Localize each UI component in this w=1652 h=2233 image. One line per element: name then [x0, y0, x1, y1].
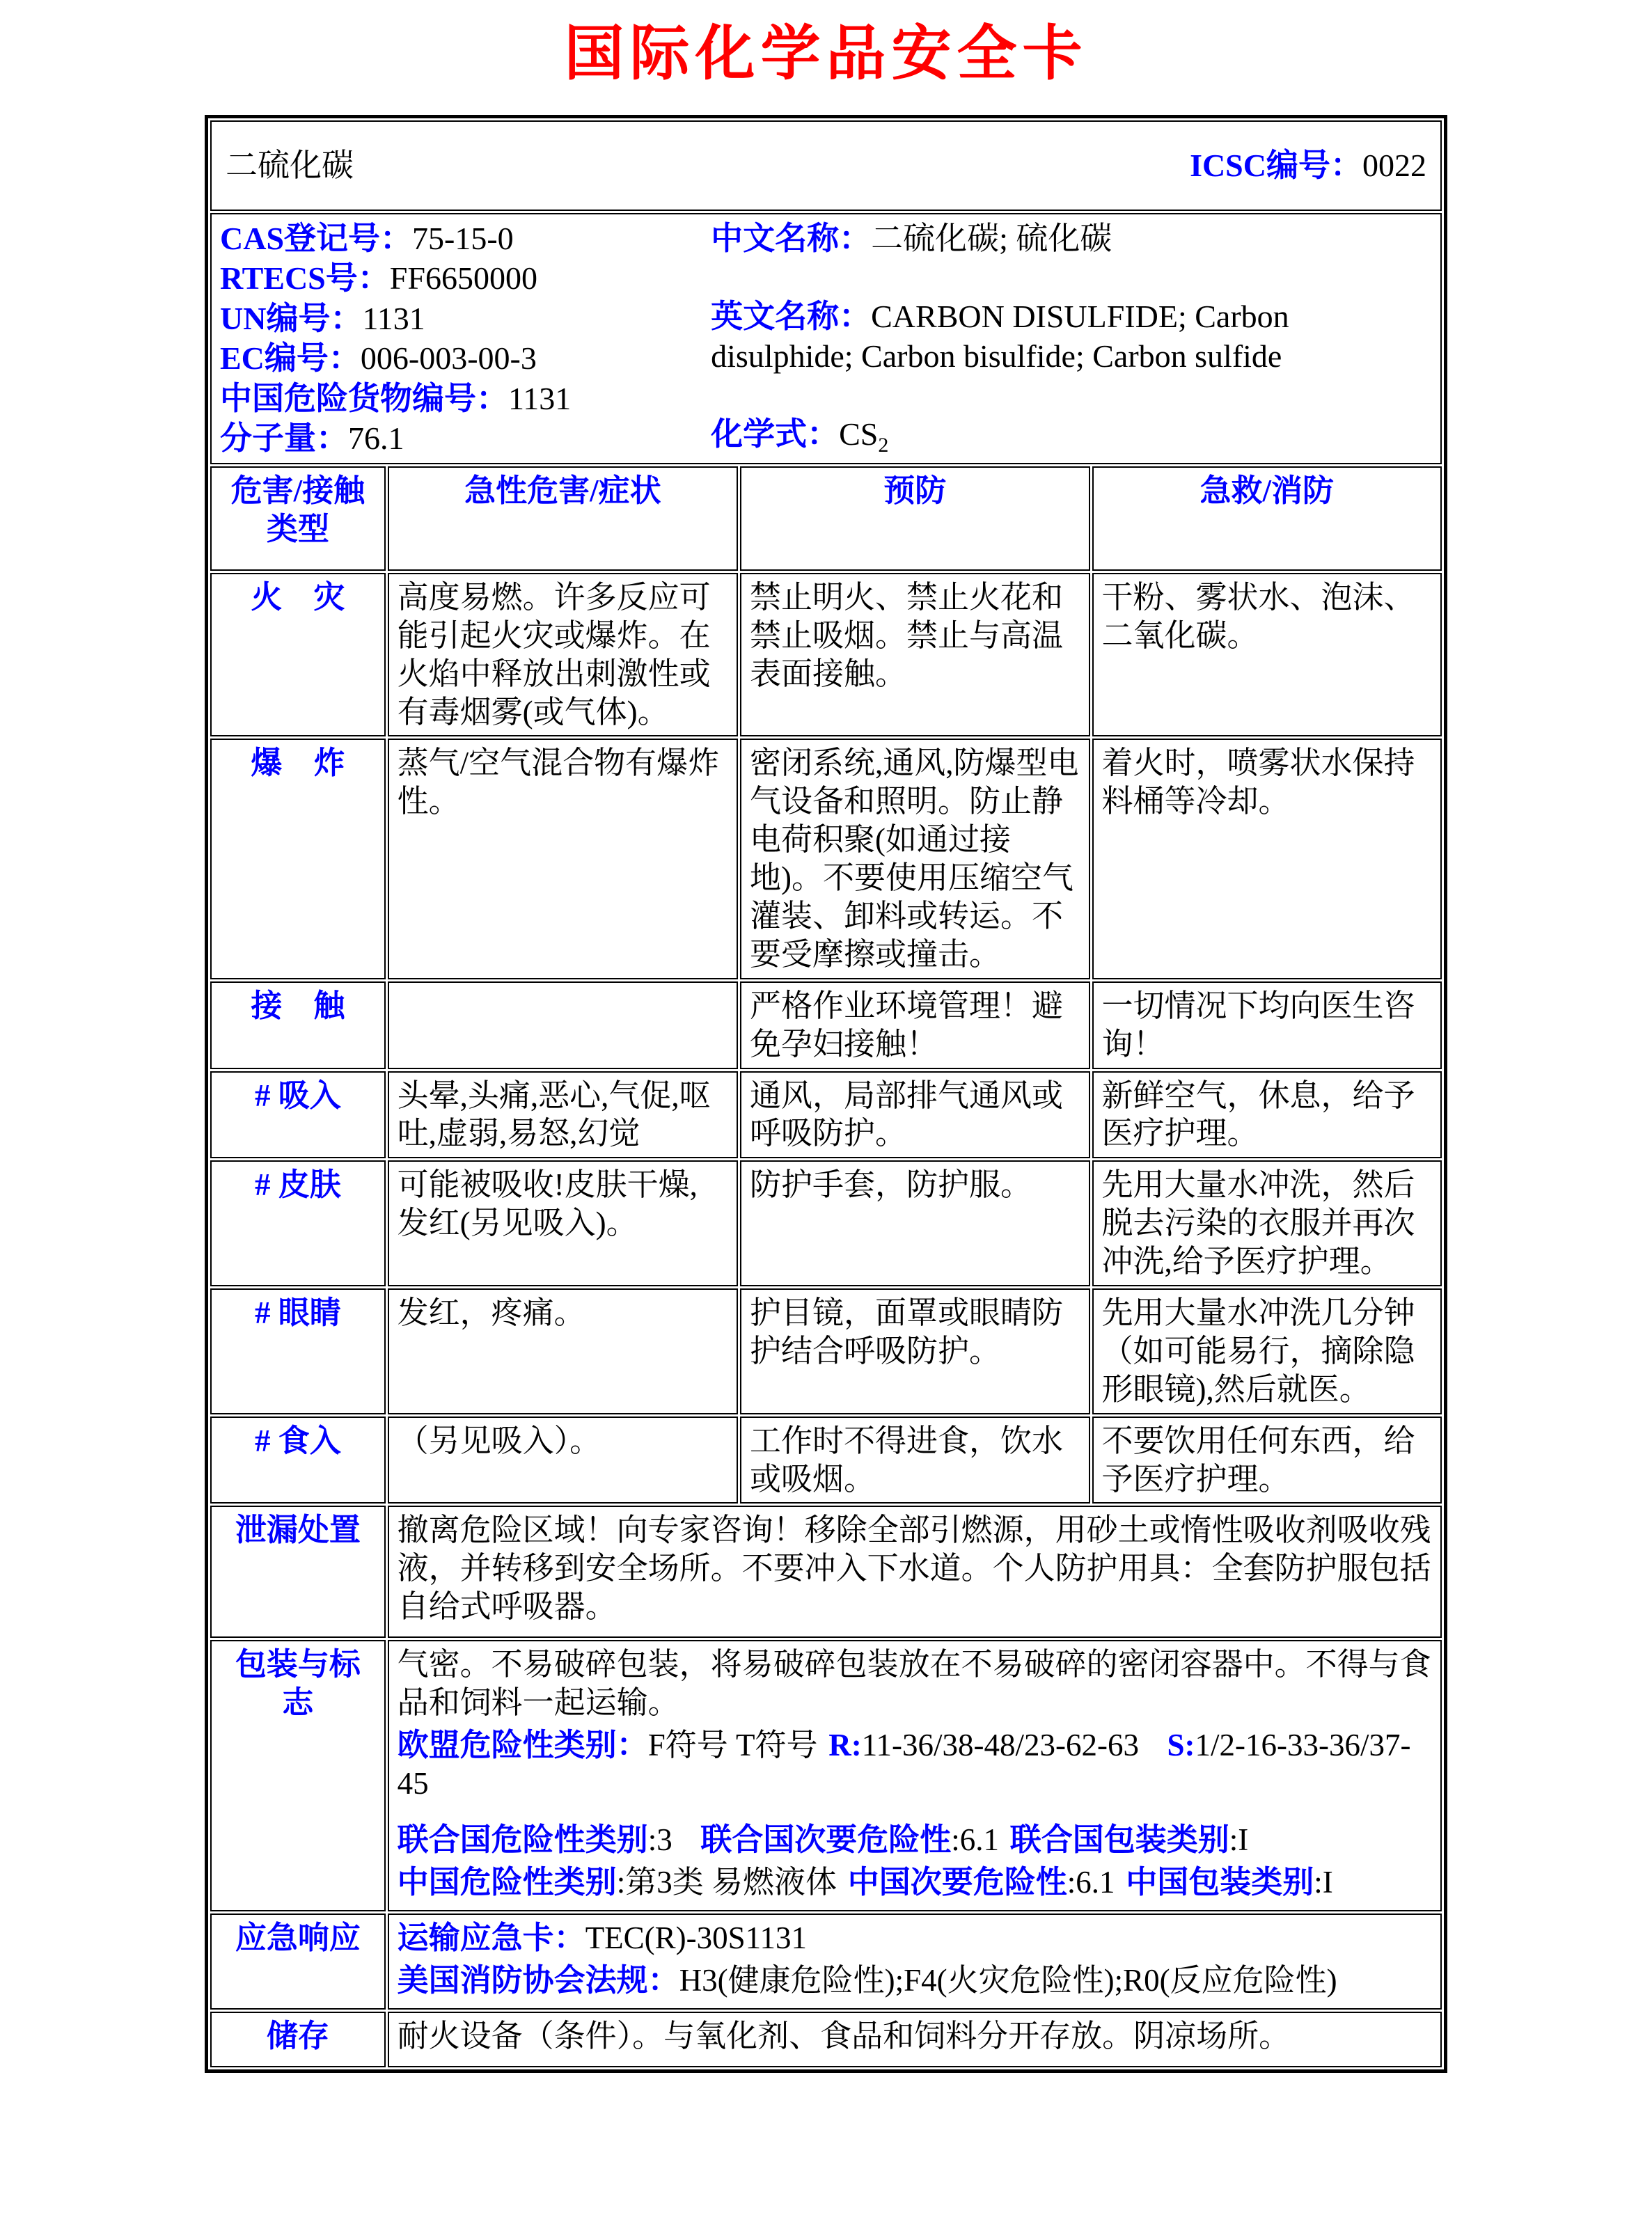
- molecular-weight-line: 分子量：76.1: [220, 420, 404, 457]
- ingestion-label: # 食入: [210, 1417, 386, 1504]
- explosion-label: 爆 炸: [210, 739, 386, 979]
- fire-prevention: 禁止明火、禁止火花和禁止吸烟。禁止与高温表面接触。: [740, 573, 1089, 737]
- inhalation-prevention: 通风，局部排气通风或呼吸防护。: [740, 1071, 1089, 1159]
- un-number-line: UN编号：1131: [220, 300, 425, 336]
- contact-label: 接 触: [210, 981, 386, 1069]
- inhalation-first-aid: 新鲜空气，休息，给予医疗护理。: [1092, 1071, 1442, 1159]
- packaging-un-line: 联合国危险性类别:3 联合国次要危险性:6.1 联合国包装类别:I: [397, 1822, 1249, 1858]
- formula-subscript: 2: [878, 434, 889, 457]
- chemical-name: 二硫化碳: [226, 147, 354, 183]
- emergency-response-label: 应急响应: [210, 1914, 386, 2010]
- card-title-row: [210, 120, 1442, 211]
- packaging-row: [210, 1640, 1442, 1911]
- fire-first-aid: 干粉、雾状水、泡沫、二氧化碳。: [1092, 573, 1442, 737]
- eyes-row: [210, 1288, 1442, 1414]
- china-subsidiary-risk-label: 中国次要危险性: [847, 1864, 1067, 1900]
- contact-row: [210, 981, 1442, 1069]
- inhalation-row: [210, 1071, 1442, 1159]
- eyes-first-aid: 先用大量水冲洗几分钟（如可能易行，摘除隐形眼镜),然后就医。: [1092, 1288, 1442, 1414]
- skin-symptoms: 可能被吸收!皮肤干燥,发红(另见吸入)。: [388, 1160, 738, 1286]
- header-first-aid: 急救/消防: [1092, 466, 1442, 571]
- ec-number-line: EC编号：006-003-00-3: [220, 340, 537, 377]
- icsc-card-table: [205, 115, 1447, 2073]
- header-prevention: 预防: [740, 466, 1089, 571]
- skin-row: [210, 1160, 1442, 1286]
- contact-first-aid: 一切情况下均向医生咨询！: [1092, 981, 1442, 1069]
- emergency-response-row: [210, 1914, 1442, 2010]
- contact-symptoms: [388, 981, 738, 1069]
- hazard-table-header-row: [210, 466, 1442, 571]
- explosion-first-aid: 着火时，喷雾状水保持料桶等冷却。: [1092, 739, 1442, 979]
- contact-prevention: 严格作业环境管理！避免孕妇接触！: [740, 981, 1089, 1069]
- transport-emergency-card-label: 运输应急卡：: [397, 1920, 585, 1955]
- spillage-row: [210, 1506, 1442, 1638]
- eu-hazard-class-label: 欧盟危险性类别：: [397, 1728, 648, 1763]
- icsc-number-value: 0022: [1362, 147, 1426, 183]
- explosion-symptoms: 蒸气/空气混合物有爆炸性。: [388, 739, 738, 979]
- ingestion-row: [210, 1417, 1442, 1504]
- page-title: 国际化学品安全卡: [564, 20, 1088, 87]
- fire-label: 火 灾: [210, 573, 386, 737]
- storage-text: 耐火设备（条件）。与氧化剂、食品和饲料分开存放。阴凉场所。: [388, 2012, 1442, 2067]
- packaging-label: 包装与标志: [210, 1640, 386, 1911]
- ingestion-first-aid: 不要饮用任何东西，给予医疗护理。: [1092, 1417, 1442, 1504]
- eyes-prevention: 护目镜，面罩或眼睛防护结合呼吸防护。: [740, 1288, 1089, 1414]
- ingestion-symptoms: （另见吸入）。: [388, 1417, 738, 1504]
- china-dangerous-goods-number-line: 中国危险货物编号：1131: [220, 380, 572, 416]
- emergency-response-content: [388, 1914, 1442, 2010]
- header-acute-hazards: 急性危害/症状: [388, 466, 738, 571]
- un-subsidiary-risk-label: 联合国次要危险性: [700, 1822, 952, 1858]
- english-name-line: 英文名称：CARBON DISULFIDE; Carbon disulphide; Carbon bisulfide; Carbon sulfide: [711, 298, 1289, 374]
- skin-first-aid: 先用大量水冲洗，然后脱去污染的衣服并再次冲洗,给予医疗护理。: [1092, 1160, 1442, 1286]
- packaging-cn-line: 中国危险性类别:第3类 易燃液体 中国次要危险性:6.1 中国包装类别:I: [397, 1864, 1333, 1900]
- fire-symptoms: 高度易燃。许多反应可能引起火灾或爆炸。在火焰中释放出刺激性或有毒烟雾(或气体)。: [388, 573, 738, 737]
- identifiers-right-column: [711, 219, 1432, 459]
- ingestion-prevention: 工作时不得进食，饮水或吸烟。: [740, 1417, 1089, 1504]
- china-packing-group-label: 中国包装类别: [1126, 1864, 1314, 1900]
- cas-number-line: CAS登记号：75-15-0: [220, 220, 514, 256]
- rtecs-number-line: RTECS号：FF6650000: [220, 260, 537, 297]
- icsc-number-group: [1190, 146, 1426, 185]
- un-packing-group-label: 联合国包装类别: [1009, 1822, 1229, 1858]
- storage-label: 储存: [210, 2012, 386, 2067]
- skin-prevention: 防护手套，防护服。: [740, 1160, 1089, 1286]
- inhalation-symptoms: 头晕,头痛,恶心,气促,呕吐,虚弱,易怒,幻觉: [388, 1071, 738, 1159]
- packaging-content: [388, 1640, 1442, 1911]
- eyes-symptoms: 发红，疼痛。: [388, 1288, 738, 1414]
- storage-row: [210, 2012, 1442, 2067]
- card-title-cell: [210, 120, 1442, 211]
- chinese-name-line: 中文名称：二硫化碳; 硫化碳: [711, 220, 1112, 256]
- explosion-prevention: 密闭系统,通风,防爆型电气设备和照明。防止静电荷积聚(如通过接地)。不要使用压缩空气灌装、卸料或转运。不要受摩擦或撞击。: [740, 739, 1089, 979]
- nfpa-code-line: 美国消防协会法规：H3(健康危险性);F4(火灾危险性);R0(反应危险性): [397, 1962, 1337, 1998]
- s-phrases-label: S:: [1167, 1728, 1195, 1763]
- identifiers-cell: [210, 213, 1442, 464]
- chemical-formula-line: 化学式：$CS_2$: [711, 416, 889, 457]
- packaging-eu-line: 欧盟危险性类别：F符号 T符号 R:11-36/38-48/23-62-63 S:1/2-16-33-36/37-45: [397, 1728, 1411, 1801]
- inhalation-label: # 吸入: [210, 1071, 386, 1159]
- spillage-text: 撤离危险区域！向专家咨询！移除全部引燃源，用砂土或惰性吸收剂吸收残液，并转移到安全场所。不要冲入下水道。个人防护用具：全套防护服包括自给式呼吸器。: [388, 1506, 1442, 1638]
- transport-emergency-card-line: 运输应急卡：TEC(R)-30S1131: [397, 1920, 808, 1955]
- explosion-row: [210, 739, 1442, 979]
- eyes-label: # 眼睛: [210, 1288, 386, 1414]
- packaging-intro: 气密。不易破碎包装，将易破碎包装放在不易破碎的密闭容器中。不得与食品和饲料一起运输。: [397, 1647, 1431, 1721]
- spillage-label: 泄漏处置: [210, 1506, 386, 1638]
- identifiers-row: [210, 213, 1442, 464]
- nfpa-code-label: 美国消防协会法规：: [397, 1962, 679, 1998]
- icsc-number-label: ICSC编号：: [1190, 147, 1362, 183]
- identifiers-left-column: [220, 219, 681, 459]
- un-hazard-class-label: 联合国危险性类别: [397, 1822, 648, 1858]
- china-hazard-class-label: 中国危险性类别: [397, 1864, 617, 1900]
- r-phrases-label: R:: [828, 1728, 862, 1763]
- fire-row: [210, 573, 1442, 737]
- skin-label: # 皮肤: [210, 1160, 386, 1286]
- header-hazard-type: 危害/接触 类型: [210, 466, 386, 571]
